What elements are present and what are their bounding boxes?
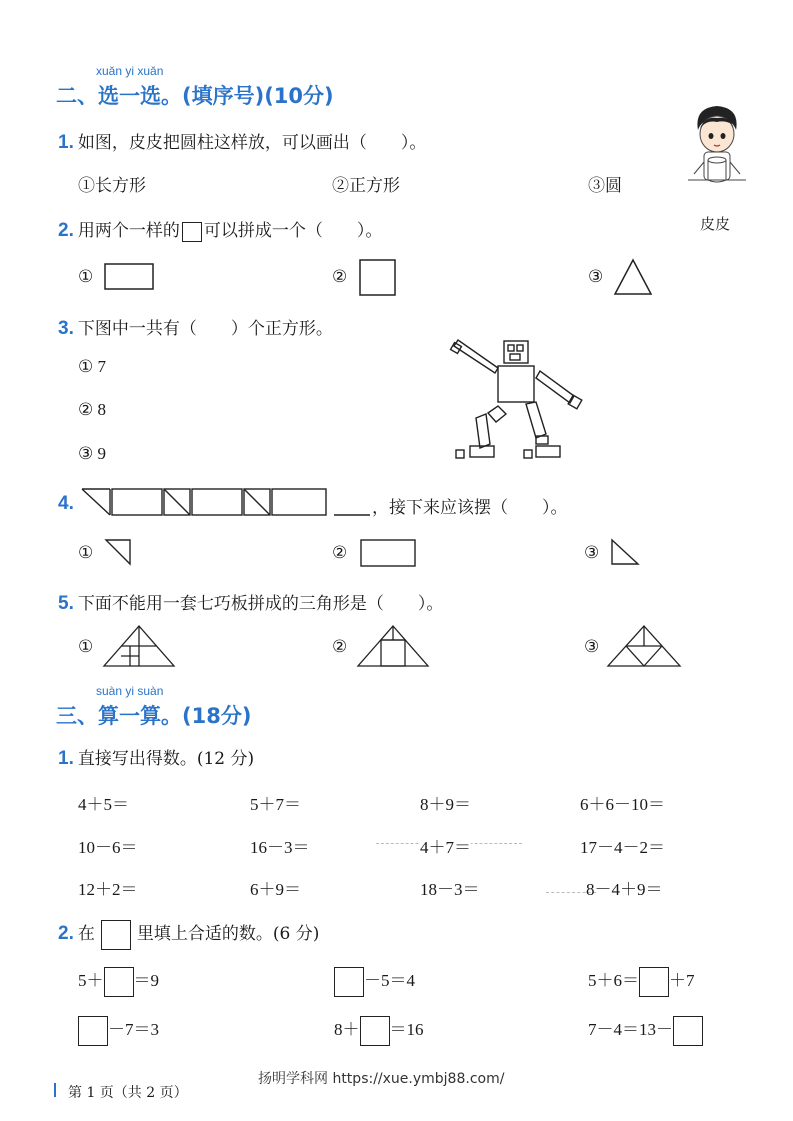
calc-expression: 8－4＋9＝ [586,880,663,899]
right-triangle-icon [104,538,134,568]
equation-pre: 5＋6＝ [588,971,639,990]
question-text: 下图中一共有（ ）个正方形。 [77,319,333,339]
answer-box[interactable] [673,1016,703,1046]
q2-3-option-1: ① 7 [78,357,106,376]
equation-post: －7＝3 [108,1020,159,1039]
equation-post: ＝9 [133,971,159,990]
q2-2-option-2: ② [332,267,348,287]
question-2-5 [58,589,443,615]
tangram-triangle-3-figure [606,624,682,668]
tangram-triangle-1-figure [102,624,176,668]
q2-2-option-3: ③ [588,267,604,287]
q2-3-option-3: ③ 9 [78,444,106,463]
question-2-2 [58,216,382,242]
question-2-4 [58,493,78,515]
calc-expression: 6＋6－10＝ [580,795,665,814]
pattern-sequence-figure [80,487,370,519]
tangram-triangle-2-figure [356,624,430,668]
fill-equation [78,1015,159,1046]
q2-3-option-2: ② 8 [78,400,106,419]
question-3-1 [58,744,254,770]
answer-box[interactable] [334,967,364,997]
q2-4-option-2: ② [332,543,348,563]
question-number: 1. [58,132,74,153]
equation-post: ＋7 [669,971,695,990]
calc-expression: 18－3＝ [420,880,480,899]
right-triangle-icon [610,538,640,568]
fill-equation [78,966,159,997]
question-number: 1. [58,748,74,769]
pipi-caption: 皮皮 [700,215,731,233]
rectangle-icon [104,263,156,291]
watermark: 扬明学科网 https://xue.ymbj88.com/ [258,1071,505,1087]
square-icon [182,222,202,242]
calc-expression: 12＋2＝ [78,880,138,899]
pipi-cartoon-icon [684,100,750,200]
equation-pre: 8＋ [334,1020,360,1039]
rectangle-icon [360,539,418,569]
q2-4-option-3: ③ [584,543,600,563]
section3-pinyin: suàn yi suàn [96,684,164,698]
equation-pre: 5＋ [78,971,104,990]
equation-pre: 7－4＝13－ [588,1020,673,1039]
question-number: 5. [58,593,74,614]
q2-1-option-3: ③圆 [588,176,622,196]
fill-equation [588,966,695,997]
section3-title: 三、算一算。(18分) [56,704,252,728]
section2-title: 二、选一选。(填序号)(10分) [56,84,334,108]
page-marker-icon [54,1083,64,1097]
q2-2-option-1: ① [78,267,94,287]
equation-post: ＝16 [389,1020,424,1039]
fill-equation [334,966,415,997]
question-text: 直接写出得数。(12 分) [77,749,255,769]
answer-box[interactable] [639,967,669,997]
question-text: ，接下来应该摆（ ）。 [372,498,568,518]
question-text: 下面不能用一套七巧板拼成的三角形是（ ）。 [77,594,444,614]
question-number: 4. [58,493,74,514]
q2-1-option-1: ①长方形 [78,176,146,196]
answer-box[interactable] [78,1016,108,1046]
question-3-2 [58,919,319,950]
q2-5-option-3: ③ [584,637,600,657]
calc-expression: 17－4－2＝ [580,838,665,857]
calc-expression: 4＋5＝ [78,795,129,814]
question-text-part-1: 用两个一样的 [77,221,180,241]
section2-pinyin: xuǎn yi xuǎn [96,64,164,78]
equation-post: －5＝4 [364,971,415,990]
question-text-part-1: 在 [77,924,95,944]
calc-expression: 10－6＝ [78,838,138,857]
answer-box[interactable] [104,967,134,997]
calc-expression: 5＋7＝ [250,795,301,814]
fill-box-icon [101,920,131,950]
q2-4-option-1: ① [78,543,94,563]
q2-5-option-1: ① [78,637,94,657]
fill-equation [334,1015,424,1046]
question-number: 3. [58,318,74,339]
question-text-part-2: 可以拼成一个（ ）。 [203,221,383,241]
calc-expression: 16－3＝ [250,838,310,857]
fill-equation [588,1015,703,1046]
question-2-1 [58,128,426,154]
question-number: 2. [58,220,74,241]
q2-5-option-2: ② [332,637,348,657]
question-2-3 [58,314,333,340]
square-icon [359,259,397,297]
triangle-icon [614,258,654,296]
question-text: 如图，皮皮把圆柱这样放，可以画出（ ）。 [77,133,427,153]
page-number: 第 1 页（共 2 页） [68,1085,188,1101]
calc-expression: 6＋9＝ [250,880,301,899]
question-text-part-2: 里填上合适的数。(6 分) [136,924,320,944]
calc-expression: 4＋7＝ [420,833,471,858]
question-number: 2. [58,923,74,944]
q2-1-option-2: ②正方形 [332,176,400,196]
answer-box[interactable] [360,1016,390,1046]
robot-shapes-figure [448,338,588,464]
calc-expression: 8＋9＝ [420,795,471,814]
